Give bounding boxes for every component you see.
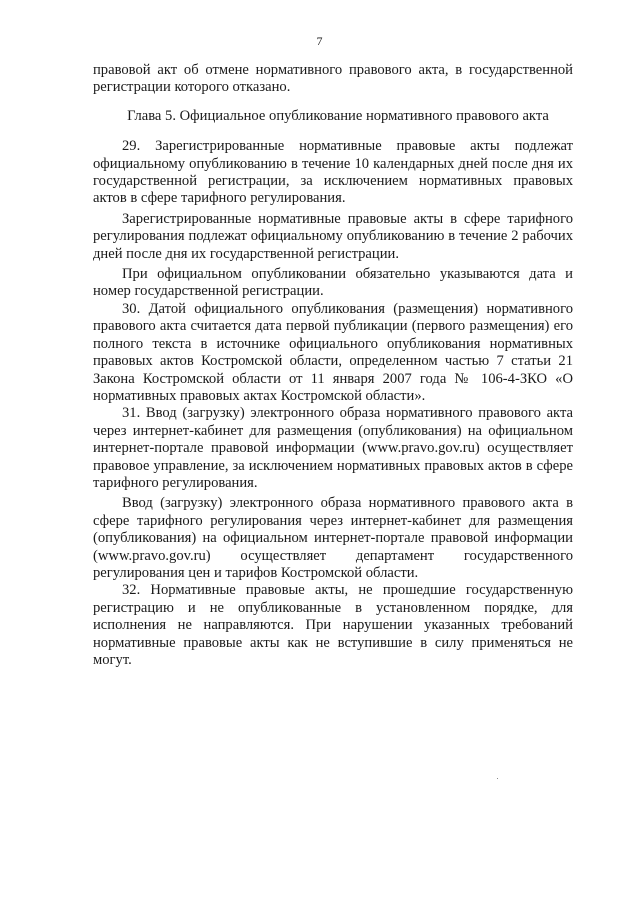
page-number: 7 [316, 34, 323, 48]
chapter-heading: Глава 5. Официальное опубликование нормативного правового акта [127, 107, 549, 124]
paragraph-30: 30. Датой официального опубликования (размещения) нормативного правового акта считается дата первой публикации (первого размещения) его полного текста в источнике официального опубликования нормативных правовых актов Костромской области, определенном частью 7 статьи 21 Закона Костромской области от 11 января 2007 года № 106-4-ЗКО «О нормативных правовых актах Костромской области». [93, 300, 573, 404]
paragraph-29: 29. Зарегистрированные нормативные правовые акты подлежат официальному опубликованию в течение 10 календарных дней после дня их государственной регистрации, за исключением нормативных правовых актов в сфере тарифного регулирования. [93, 138, 573, 207]
scan-speck [497, 778, 498, 779]
paragraph-31: 31. Ввод (загрузку) электронного образа нормативного правового акта через интернет-кабинет для размещения (опубликования) на официальном интернет-портале правовой информации (www.pravo.gov.ru) осуществляет правовое управление, за исключением нормативных правовых актов в сфере тарифного регулирования. [93, 405, 573, 491]
paragraph-31-tariff: Ввод (загрузку) электронного образа нормативного правового акта в сфере тарифного регулирования через интернет-кабинет для размещения (опубликования) на официальном интернет-портале правовой информации (www.pravo.gov.ru) осуществляет департамент государственного регулирования цен и тарифов Костромской области. [93, 495, 573, 581]
paragraph-29-registration-date: При официальном опубликовании обязательно указываются дата и номер государственной регистрации. [93, 266, 573, 300]
paragraph-29-tariff: Зарегистрированные нормативные правовые акты в сфере тарифного регулирования подлежат официальному опубликованию в течение 2 рабочих дней после дня их государственной регистрации. [93, 210, 573, 262]
page-content [93, 62, 573, 669]
continuation-paragraph: правовой акт об отмене нормативного правового акта, в государственной регистрации которого отказано. [93, 62, 573, 96]
paragraph-32: 32. Нормативные правовые акты, не прошедшие государственную регистрацию и не опубликованные в установленном порядке, для исполнения не направляются. При нарушении указанных требований нормативные правовые акты как не вступившие в силу применяться не могут. [93, 582, 573, 668]
